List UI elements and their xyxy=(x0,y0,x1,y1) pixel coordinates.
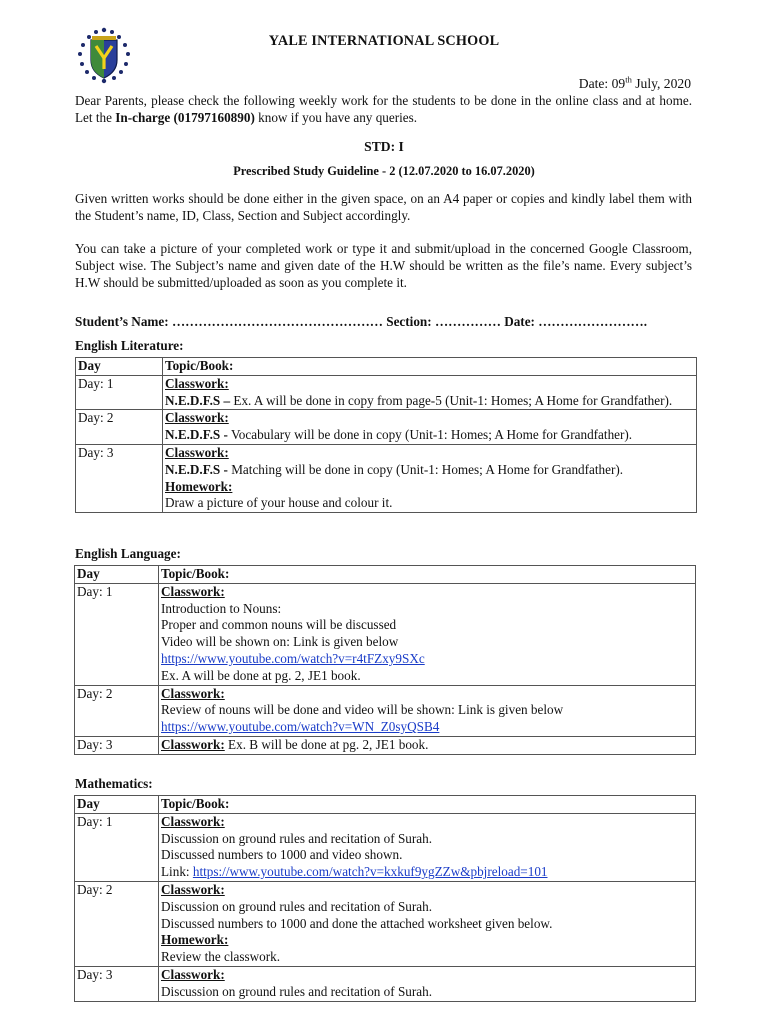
topic-cell: Classwork: N.E.D.F.S - Vocabulary will be done in copy (Unit-1: Homes; A Home for Grandfather). xyxy=(163,410,697,445)
day-cell: Day: 1 xyxy=(76,375,163,410)
mathematics-title: Mathematics: xyxy=(75,776,153,791)
instruction-paragraph-1: Given written works should be done either in the given space, on an A4 paper or copies and kindly label them with the Student’s name, ID, Class, Section and Subject accordingly. xyxy=(75,191,692,223)
classwork-label: Classwork: xyxy=(161,813,225,829)
guideline-heading: Prescribed Study Guideline - 2 (12.07.2020 to 16.07.2020) xyxy=(233,164,535,178)
day-cell: Day: 3 xyxy=(75,966,159,1001)
homework-label: Homework: xyxy=(161,932,229,948)
school-name: YALE INTERNATIONAL SCHOOL xyxy=(268,33,500,49)
day-column-header: Day xyxy=(76,358,163,376)
day-cell: Day: 3 xyxy=(75,736,159,754)
english-literature-title: English Literature: xyxy=(75,338,184,353)
english-language-table xyxy=(74,565,696,755)
table-row xyxy=(75,813,696,881)
topic-cell: Classwork: Introduction to Nouns: Proper and common nouns will be discussed Video will be shown on: Link is given below https://www.youtube.com/watch?v=r4tFZxy9SXc Ex. A will be done at pg. 2, JE1 book. xyxy=(159,583,696,685)
classwork-label: Classwork: xyxy=(165,375,229,391)
day-cell: Day: 3 xyxy=(76,444,163,512)
classwork-label: Classwork: xyxy=(161,685,225,701)
day-column-header: Day xyxy=(75,796,159,814)
classwork-label: Classwork: xyxy=(165,410,229,426)
classwork-label: Classwork: xyxy=(165,444,229,460)
intro-paragraph: Dear Parents, please check the following weekly work for the students to be done in the online class and at home. Let the In-charge (01797160890) know if you have any queries. xyxy=(75,93,692,125)
topic-cell: Classwork: N.E.D.F.S – Ex. A will be done in copy from page-5 (Unit-1: Homes; A Home for Grandfather). xyxy=(163,375,697,410)
table-row xyxy=(76,375,697,410)
topic-cell: Classwork: N.E.D.F.S - Matching will be done in copy (Unit-1: Homes; A Home for Grandfather). Homework: Draw a picture of your house and colour it. xyxy=(163,444,697,512)
table-row xyxy=(76,444,697,512)
table-row xyxy=(76,410,697,445)
topic-column-header: Topic/Book: xyxy=(159,566,696,584)
english-literature-table xyxy=(75,357,697,513)
classwork-label: Classwork: xyxy=(161,583,225,599)
in-charge-contact: In-charge (01797160890) xyxy=(115,110,255,125)
table-header-row xyxy=(75,566,696,584)
day-cell: Day: 1 xyxy=(75,583,159,685)
table-row xyxy=(75,736,696,754)
student-info-line: Student’s Name: ………………………………………… Section: …………… Date: ……………………. xyxy=(75,314,648,329)
homework-text: Review the classwork. xyxy=(161,949,281,965)
topic-cell: Classwork: Discussion on ground rules and recitation of Surah. Discussed numbers to 1000 and done the attached worksheet given below. Homework: Review the classwork. xyxy=(159,881,696,966)
school-crest-logo xyxy=(74,22,134,88)
table-row xyxy=(75,583,696,685)
classwork-label: Classwork: xyxy=(161,736,225,752)
day-cell: Day: 2 xyxy=(76,410,163,445)
homework-label: Homework: xyxy=(165,478,233,494)
youtube-link[interactable]: https://www.youtube.com/watch?v=WN_Z0syQSB4 xyxy=(161,719,440,735)
table-row xyxy=(75,881,696,966)
day-cell: Day: 2 xyxy=(75,881,159,966)
day-cell: Day: 2 xyxy=(75,685,159,736)
classwork-label: Classwork: xyxy=(161,966,225,982)
day-column-header: Day xyxy=(75,566,159,584)
topic-cell: Classwork: Discussion on ground rules and recitation of Surah. Discussed numbers to 1000 and video shown. Link: https://www.youtube.com/watch?v=kxkuf9ygZZw&pbjreload=101 xyxy=(159,813,696,881)
topic-column-header: Topic/Book: xyxy=(163,358,697,376)
table-header-row xyxy=(75,796,696,814)
topic-cell: Classwork: Discussion on ground rules and recitation of Surah. xyxy=(159,966,696,1001)
youtube-link[interactable]: https://www.youtube.com/watch?v=r4tFZxy9SXc xyxy=(161,650,425,666)
table-row xyxy=(75,685,696,736)
table-row xyxy=(75,966,696,1001)
classwork-label: Classwork: xyxy=(161,881,225,897)
topic-cell: Classwork: Ex. B will be done at pg. 2, JE1 book. xyxy=(159,736,696,754)
instruction-paragraph-2: You can take a picture of your completed work or type it and submit/upload in the concerned Google Classroom, Subject wise. The Subject’s name and given date of the H.W should be written as the file’s name. Every subject’s H.W should be submitted/uploaded as soon as you complete it. xyxy=(75,241,692,290)
table-header-row xyxy=(76,358,697,376)
topic-cell: Classwork: Review of nouns will be done and video will be shown: Link is given below https://www.youtube.com/watch?v=WN_Z0syQSB4 xyxy=(159,685,696,736)
topic-column-header: Topic/Book: xyxy=(159,796,696,814)
youtube-link[interactable]: https://www.youtube.com/watch?v=kxkuf9ygZZw&pbjreload=101 xyxy=(192,864,548,880)
std-heading: STD: I xyxy=(364,139,404,154)
english-language-title: English Language: xyxy=(75,546,181,561)
day-cell: Day: 1 xyxy=(75,813,159,881)
letter-date: Date: 09th July, 2020 xyxy=(578,74,691,91)
homework-text: Draw a picture of your house and colour it. xyxy=(165,495,393,511)
mathematics-table xyxy=(74,795,696,1002)
